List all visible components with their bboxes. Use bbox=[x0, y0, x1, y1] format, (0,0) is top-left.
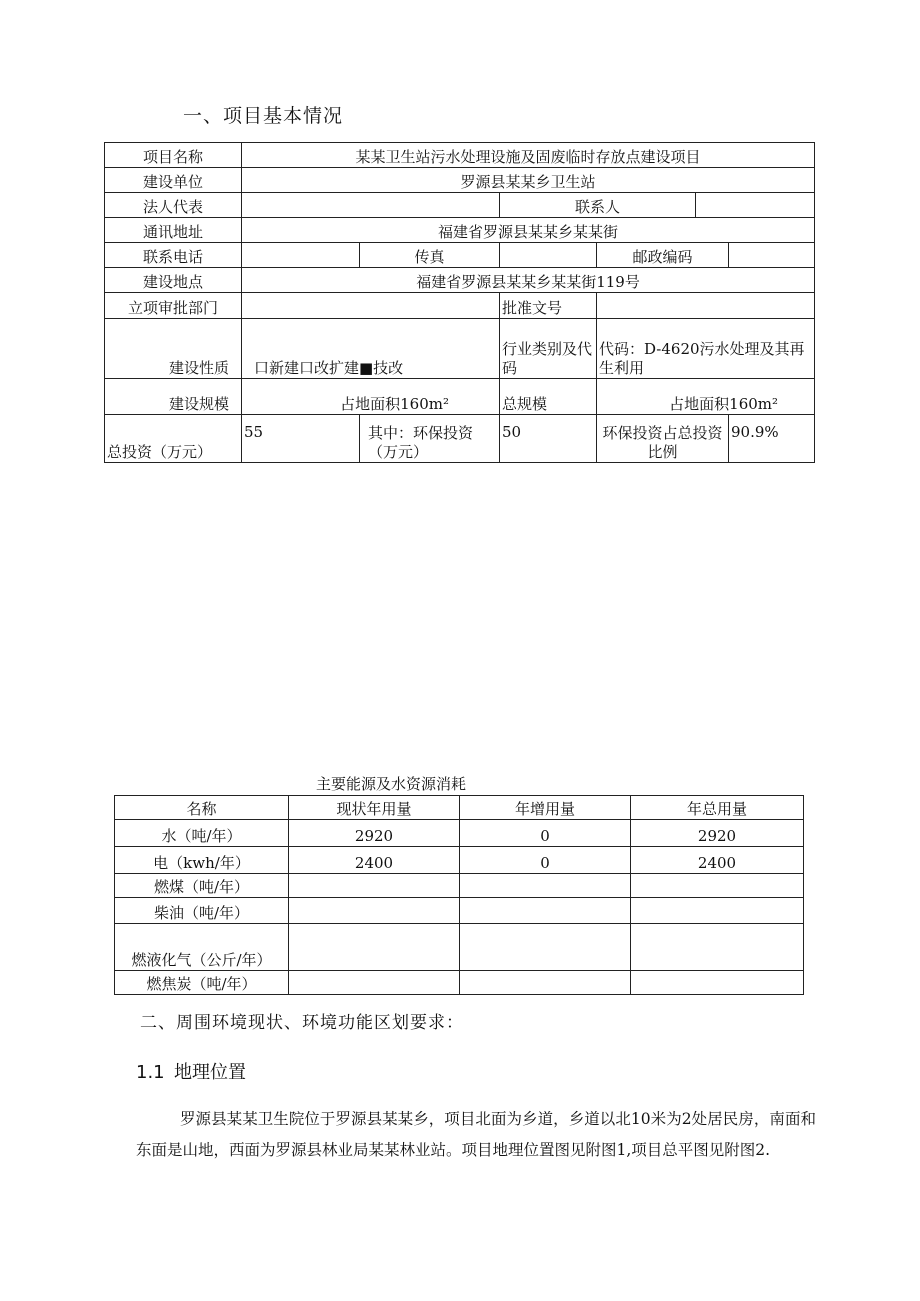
row-current bbox=[289, 971, 460, 995]
table-row bbox=[115, 847, 804, 874]
table-row bbox=[115, 971, 804, 995]
subsection-label: 地理位置 bbox=[174, 1062, 246, 1083]
contact-label: 联系人 bbox=[500, 193, 696, 218]
row-name: 水（吨/年） bbox=[115, 820, 289, 847]
env-invest-value: 50 bbox=[500, 415, 597, 463]
row-total bbox=[631, 898, 804, 924]
approval-no-label: 批准文号 bbox=[500, 293, 597, 319]
table-row bbox=[115, 820, 804, 847]
row-name: 电（kwh/年） bbox=[115, 847, 289, 874]
investment-label: 总投资（万元） bbox=[105, 415, 242, 463]
section-2-title: 二、周围环境现状、环境功能区划要求： bbox=[140, 1013, 464, 1033]
row-increase bbox=[460, 874, 631, 898]
paragraph-text: 罗源县某某卫生院位于罗源县某某乡，项目北面为乡道，乡道以北10米为2处居民房，南面和东面是山地，西面为罗源县林业局某某林业站。项目地理位置图见附图1,项目总平图见附图2. bbox=[136, 1110, 816, 1159]
row-name: 燃煤（吨/年） bbox=[115, 874, 289, 898]
address-label: 通讯地址 bbox=[105, 218, 242, 243]
approval-dept-label: 立项审批部门 bbox=[105, 293, 242, 319]
scale-value: 占地面积160m² bbox=[242, 379, 500, 415]
phone-label: 联系电话 bbox=[105, 243, 242, 268]
row-total: 2400 bbox=[631, 847, 804, 874]
table-row bbox=[115, 874, 804, 898]
row-name: 燃焦炭（吨/年） bbox=[115, 971, 289, 995]
row-name: 柴油（吨/年） bbox=[115, 898, 289, 924]
row-increase bbox=[460, 924, 631, 971]
contact-value bbox=[696, 193, 815, 218]
unit-value: 罗源县某某乡卫生站 bbox=[242, 168, 815, 193]
row-total: 2920 bbox=[631, 820, 804, 847]
table-header-row bbox=[115, 796, 804, 820]
project-name-value: 某某卫生站污水处理设施及固废临时存放点建设项目 bbox=[242, 143, 815, 168]
industry-label: 行业类别及代码 bbox=[500, 319, 597, 379]
address-value: 福建省罗源县某某乡某某街 bbox=[242, 218, 815, 243]
row-current bbox=[289, 898, 460, 924]
header-current: 现状年用量 bbox=[289, 796, 460, 820]
approval-dept-value bbox=[242, 293, 500, 319]
header-total: 年总用量 bbox=[631, 796, 804, 820]
row-increase: 0 bbox=[460, 820, 631, 847]
nature-value: 口新建口改扩建■技改 bbox=[242, 319, 500, 379]
legal-rep-label: 法人代表 bbox=[105, 193, 242, 218]
env-invest-label: 其中：环保投资（万元） bbox=[360, 415, 500, 463]
row-name: 燃液化气（公斤/年） bbox=[115, 924, 289, 971]
phone-value bbox=[242, 243, 360, 268]
row-current: 2920 bbox=[289, 820, 460, 847]
energy-consumption-table bbox=[114, 795, 804, 995]
table-row bbox=[115, 924, 804, 971]
subsection-title bbox=[136, 1058, 246, 1084]
investment-value: 55 bbox=[242, 415, 360, 463]
row-increase: 0 bbox=[460, 847, 631, 874]
nature-label: 建设性质 bbox=[105, 319, 242, 379]
row-current: 2400 bbox=[289, 847, 460, 874]
subsection-number: 1.1 bbox=[136, 1062, 165, 1083]
fax-label: 传真 bbox=[360, 243, 500, 268]
section-1-title: 一、项目基本情况 bbox=[183, 105, 344, 127]
postcode-value bbox=[729, 243, 815, 268]
project-basic-info-table bbox=[104, 142, 815, 463]
postcode-label: 邮政编码 bbox=[597, 243, 729, 268]
site-value: 福建省罗源县某某乡某某街119号 bbox=[242, 268, 815, 293]
location-paragraph bbox=[136, 1104, 816, 1166]
industry-value: 代码：D-4620污水处理及其再生利用 bbox=[597, 319, 815, 379]
scale-label: 建设规模 bbox=[105, 379, 242, 415]
row-total bbox=[631, 971, 804, 995]
total-scale-value: 占地面积160m² bbox=[597, 379, 815, 415]
row-total bbox=[631, 874, 804, 898]
approval-no-value bbox=[597, 293, 815, 319]
row-increase bbox=[460, 898, 631, 924]
energy-table-caption: 主要能源及水资源消耗 bbox=[316, 775, 467, 793]
site-label: 建设地点 bbox=[105, 268, 242, 293]
fax-value bbox=[500, 243, 597, 268]
row-current bbox=[289, 874, 460, 898]
total-scale-label: 总规模 bbox=[500, 379, 597, 415]
row-current bbox=[289, 924, 460, 971]
unit-label: 建设单位 bbox=[105, 168, 242, 193]
row-increase bbox=[460, 971, 631, 995]
header-increase: 年增用量 bbox=[460, 796, 631, 820]
ratio-label: 环保投资占总投资比例 bbox=[597, 415, 729, 463]
ratio-value: 90.9% bbox=[729, 415, 815, 463]
row-total bbox=[631, 924, 804, 971]
project-name-label: 项目名称 bbox=[105, 143, 242, 168]
legal-rep-value bbox=[242, 193, 500, 218]
header-name: 名称 bbox=[115, 796, 289, 820]
table-row bbox=[115, 898, 804, 924]
